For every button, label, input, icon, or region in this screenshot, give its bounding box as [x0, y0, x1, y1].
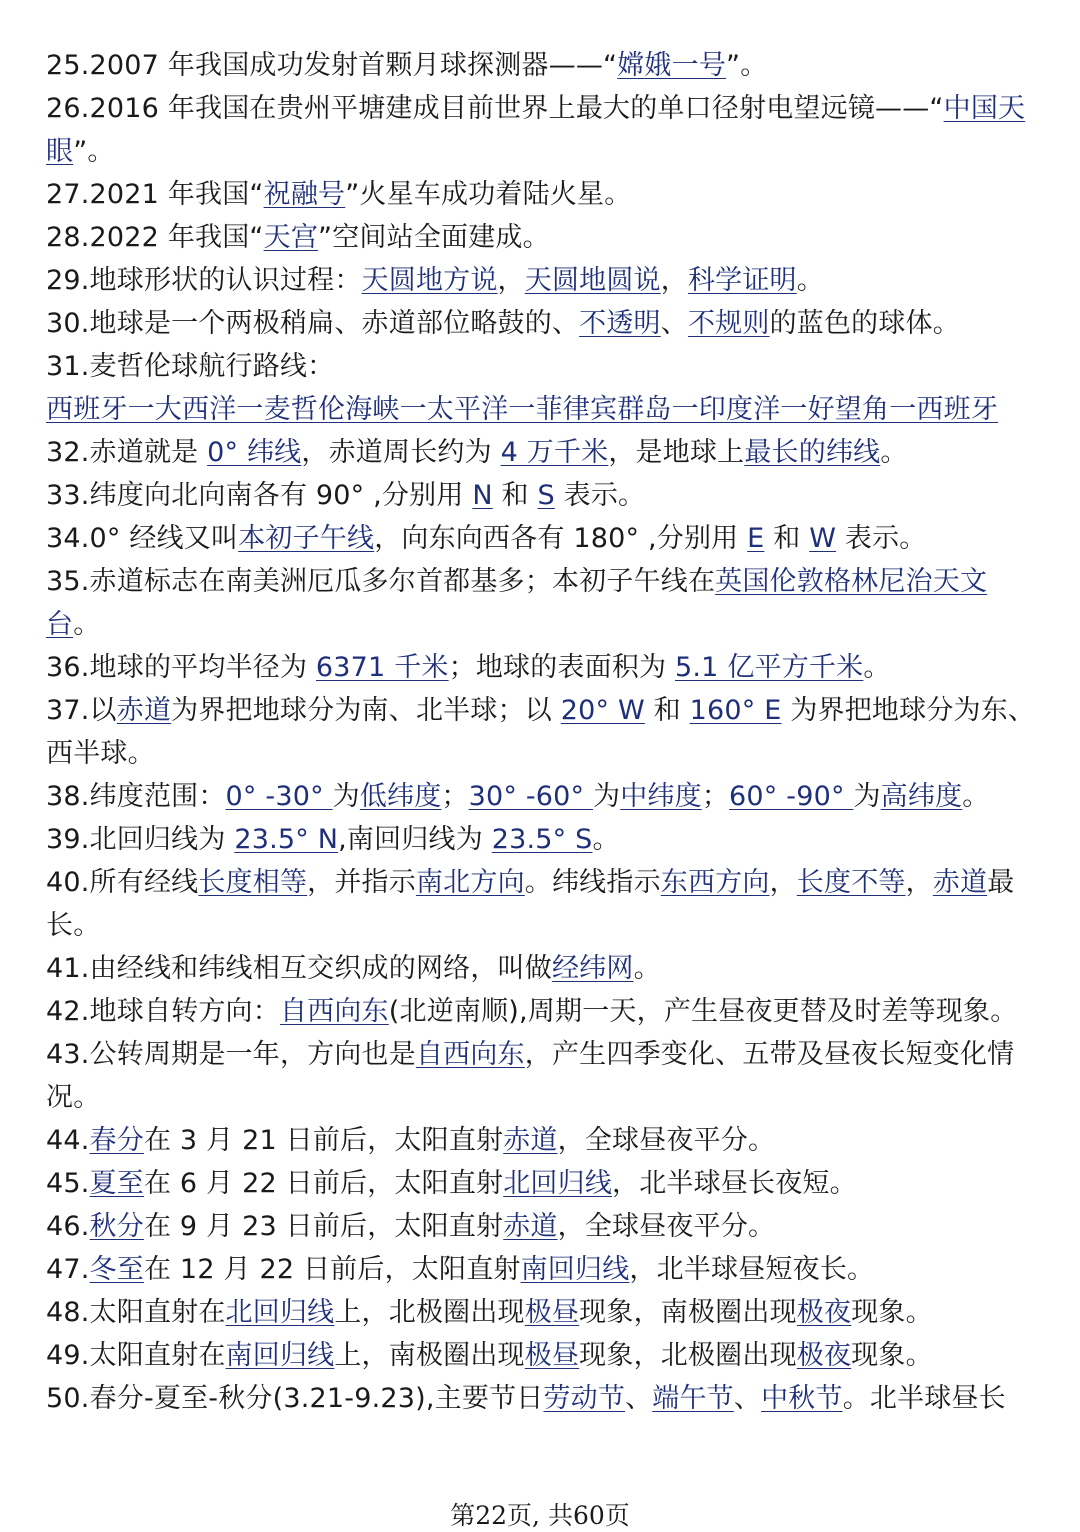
answer-text: 不规则: [687, 308, 770, 339]
answer-text: 赤道: [932, 867, 988, 898]
item-text: 最长。: [46, 867, 1015, 941]
answer-text: 4 万千米: [500, 437, 609, 468]
answer-text: 中秋节: [761, 1383, 843, 1414]
item-text: 36.地球的平均半径为: [46, 652, 316, 683]
item-text: 39.北回归线为: [46, 824, 235, 855]
question-item: [46, 1205, 1036, 1248]
answer-text: 春分: [89, 1125, 144, 1156]
item-text: 44.: [46, 1125, 90, 1156]
answer-text: 嫦娥一号: [617, 50, 727, 81]
question-item: [46, 861, 1036, 947]
answer-text: 赤道: [116, 695, 172, 726]
question-item: [46, 216, 1036, 259]
answer-text: 极夜: [796, 1297, 852, 1328]
answer-text: 赤道: [503, 1211, 558, 1242]
question-item: [46, 87, 1036, 173]
item-text: 41.由经线和纬线相互交织成的网络，叫做: [46, 953, 552, 984]
answer-text: 中国天眼: [46, 93, 1026, 167]
item-text: ，赤道周长约为: [301, 437, 501, 468]
question-item: [46, 44, 1036, 87]
item-text: ；: [441, 781, 469, 812]
item-text: ，产生四季变化、五带及昼夜长短变化情况。: [46, 1039, 1015, 1113]
item-text: 48.太阳直射在: [46, 1297, 226, 1328]
item-text: 。: [880, 437, 908, 468]
item-text: (北逆南顺),周期一天，产生昼夜更替及时差等现象。: [388, 996, 1018, 1027]
item-text: 为界把地球分为南、北半球；以: [171, 695, 561, 726]
item-text: 34.0° 经线又叫: [46, 523, 239, 554]
item-text: ，北半球昼短夜长。: [629, 1254, 875, 1285]
answer-text: 自西向东: [415, 1039, 525, 1070]
item-text: 的蓝色的球体。: [769, 308, 960, 339]
item-text: 。: [962, 781, 990, 812]
answer-text: 0° 纬线: [207, 437, 302, 468]
question-item: [46, 990, 1036, 1033]
question-item: [46, 1334, 1036, 1377]
answer-text: 劳动节: [543, 1383, 626, 1414]
question-item: [46, 173, 1036, 216]
answer-text: W: [809, 523, 837, 554]
answer-text: 北回归线: [225, 1297, 335, 1328]
answer-text: 不透明: [579, 308, 661, 339]
item-text: ，: [497, 265, 525, 296]
question-item: [46, 646, 1036, 689]
item-text: 47.: [46, 1254, 90, 1285]
item-text: 33.纬度向北向南各有 90° ,分别用: [46, 480, 473, 511]
item-text: 42.地球自转方向：: [46, 996, 280, 1027]
item-text: ，全球昼夜平分。: [557, 1125, 776, 1156]
answer-text: 长度相等: [198, 867, 308, 898]
answer-text: 夏至: [89, 1168, 144, 1199]
item-text: ，并指示: [307, 867, 416, 898]
item-text: 为: [593, 781, 621, 812]
item-text: ”火星车成功着陆火星。: [345, 179, 632, 210]
item-text: 。: [73, 609, 101, 640]
item-text: 46.: [46, 1211, 90, 1242]
question-item: [46, 947, 1036, 990]
answer-text: 西班牙一大西洋一麦哲伦海峡一太平洋一菲律宾群岛一印度洋一好望角一西班牙: [46, 394, 998, 425]
item-text: 37.以: [46, 695, 117, 726]
answer-text: 本初子午线: [238, 523, 375, 554]
answer-text: 秋分: [89, 1211, 144, 1242]
page-footer: 第22页, 共60页: [450, 1501, 630, 1530]
item-text: 现象。: [851, 1297, 933, 1328]
answer-text: 60° -90°: [729, 781, 854, 812]
item-text: ，向东向西各有 180° ,分别用: [374, 523, 748, 554]
answer-text: 南北方向: [415, 867, 525, 898]
item-text: 表示。: [836, 523, 927, 554]
question-item: [46, 775, 1036, 818]
item-text: ”。: [726, 50, 768, 81]
answer-text: S: [537, 480, 555, 511]
item-text: 。: [592, 824, 620, 855]
item-text: 、: [625, 1383, 653, 1414]
item-text: 在 9 月 23 日前后，太阳直射: [143, 1211, 504, 1242]
item-text: ；地球的表面积为: [448, 652, 676, 683]
question-item: [46, 1291, 1036, 1334]
answer-text: 20° W: [560, 695, 645, 726]
content-body: [46, 44, 1036, 1420]
answer-text: 23.5° N: [234, 824, 339, 855]
item-text: 现象，南极圈出现: [579, 1297, 797, 1328]
item-text: 为: [332, 781, 360, 812]
item-text: ，: [905, 867, 933, 898]
answer-text: 赤道: [503, 1125, 558, 1156]
item-text: 30.地球是一个两极稍扁、赤道部位略鼓的、: [46, 308, 580, 339]
item-text: 43.公转周期是一年，方向也是: [46, 1039, 416, 1070]
answer-text: 东西方向: [660, 867, 770, 898]
answer-text: 极夜: [796, 1340, 852, 1371]
answer-text: 天宫: [263, 222, 319, 253]
item-text: 现象。: [851, 1340, 933, 1371]
answer-text: 160° E: [689, 695, 782, 726]
question-item: [46, 302, 1036, 345]
answer-text: 30° -60°: [468, 781, 594, 812]
answer-text: 天圆地方说: [361, 265, 498, 296]
item-text: 29.地球形状的认识过程：: [46, 265, 362, 296]
item-text: 26.2016 年我国在贵州平塘建成目前世界上最大的单口径射电望远镜——“: [46, 93, 944, 124]
answer-text: 经纬网: [551, 953, 634, 984]
answer-text: 0° -30°: [225, 781, 333, 812]
item-text: 35.赤道标志在南美洲厄瓜多尔首都基多；本初子午线在: [46, 566, 716, 597]
item-text: 和: [644, 695, 690, 726]
item-text: 49.太阳直射在: [46, 1340, 226, 1371]
item-text: 。北半球昼长: [842, 1383, 1006, 1414]
item-text: 在 3 月 21 日前后，太阳直射: [143, 1125, 504, 1156]
answer-text: 端午节: [652, 1383, 734, 1414]
answer-text: N: [472, 480, 493, 511]
item-text: ，全球昼夜平分。: [557, 1211, 776, 1242]
item-text: 上，北极圈出现: [334, 1297, 525, 1328]
item-text: ，: [660, 265, 688, 296]
item-text: 40.所有经线: [46, 867, 199, 898]
question-item: [46, 1377, 1036, 1420]
question-item: [46, 818, 1036, 861]
question-item: [46, 1162, 1036, 1205]
answer-text: 自西向东: [279, 996, 389, 1027]
answer-text: 祝融号: [263, 179, 346, 210]
answer-text: 长度不等: [796, 867, 906, 898]
item-text: 为界把地球分为东、西半球。: [46, 695, 1036, 769]
item-text: 和: [492, 480, 538, 511]
item-text: ,南回归线为: [338, 824, 492, 855]
item-text: 25.2007 年我国成功发射首颗月球探测器——“: [46, 50, 618, 81]
answer-text: 6371 千米: [315, 652, 449, 683]
answer-text: E: [747, 523, 765, 554]
answer-text: 南回归线: [520, 1254, 630, 1285]
answer-text: 低纬度: [359, 781, 442, 812]
answer-text: 23.5° S: [491, 824, 593, 855]
item-text: 为: [853, 781, 881, 812]
question-item: [46, 1033, 1036, 1119]
item-text: 。: [796, 265, 824, 296]
item-text: 现象，北极圈出现: [579, 1340, 797, 1371]
answer-text: 中纬度: [620, 781, 702, 812]
item-text: ，北半球昼长夜短。: [612, 1168, 857, 1199]
item-text: 27.2021 年我国“: [46, 179, 264, 210]
item-text: ”空间站全面建成。: [318, 222, 550, 253]
item-text: 。纬线指示: [524, 867, 661, 898]
item-text: ，是地球上: [608, 437, 745, 468]
answer-text: 英国伦敦格林尼治天文台: [46, 566, 988, 640]
item-text: 。: [863, 652, 891, 683]
answer-text: 科学证明: [687, 265, 797, 296]
question-item: [46, 259, 1036, 302]
answer-text: 极昼: [524, 1340, 580, 1371]
item-text: ”。: [73, 136, 115, 167]
question-item: [46, 560, 1036, 646]
question-item: [46, 345, 1036, 388]
question-item: [46, 689, 1036, 775]
answer-text: 天圆地圆说: [524, 265, 661, 296]
item-text: 上，南极圈出现: [334, 1340, 525, 1371]
item-text: 在 6 月 22 日前后，太阳直射: [143, 1168, 504, 1199]
question-item: [46, 474, 1036, 517]
question-item: [46, 388, 1036, 431]
question-item: [46, 1119, 1036, 1162]
item-text: 31.麦哲伦球航行路线：: [46, 351, 335, 382]
answer-text: 5.1 亿平方千米: [675, 652, 864, 683]
question-item: [46, 431, 1036, 474]
item-text: 。: [633, 953, 661, 984]
question-item: [46, 1248, 1036, 1291]
item-text: 38.纬度范围：: [46, 781, 226, 812]
item-text: 32.赤道就是: [46, 437, 208, 468]
answer-text: 冬至: [89, 1254, 144, 1285]
item-text: 在 12 月 22 日前后，太阳直射: [143, 1254, 521, 1285]
item-text: 、: [733, 1383, 762, 1414]
item-text: 、: [660, 308, 688, 339]
answer-text: 最长的纬线: [744, 437, 881, 468]
answer-text: 南回归线: [225, 1340, 335, 1371]
answer-text: 高纬度: [880, 781, 963, 812]
answer-text: 极昼: [524, 1297, 580, 1328]
item-text: 45.: [46, 1168, 90, 1199]
question-item: [46, 517, 1036, 560]
answer-text: 北回归线: [503, 1168, 613, 1199]
item-text: 28.2022 年我国“: [46, 222, 264, 253]
item-text: ；: [701, 781, 730, 812]
item-text: 和: [764, 523, 810, 554]
item-text: 表示。: [554, 480, 646, 511]
item-text: ，: [769, 867, 797, 898]
item-text: 50.春分-夏至-秋分(3.21-9.23),主要节日: [46, 1383, 544, 1414]
